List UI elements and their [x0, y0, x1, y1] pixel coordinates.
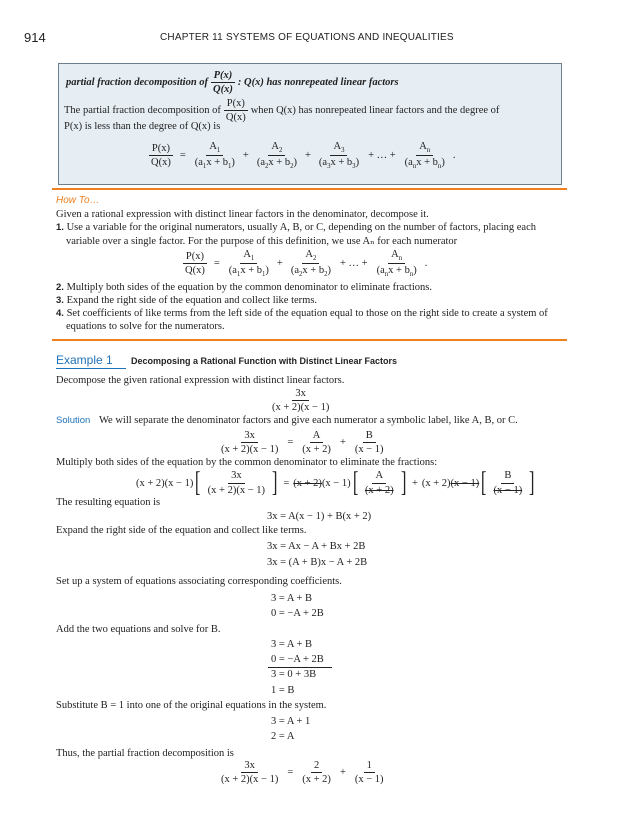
definition-title-suffix: : Q(x) has nonrepeated linear factors: [237, 77, 399, 89]
howto-label: How To…: [56, 195, 100, 206]
substitute-equation-2: 2 = A: [271, 731, 295, 742]
fraction-numerator: P(x): [211, 70, 236, 83]
separation-equation: $\frac{3x}{(x + 2)(x - 1)}$ = $\frac{A}{(x + 2)}$ + $\frac{B}{(x - 1)}$: [221, 430, 384, 456]
formula-term-1: $\frac{A_1}{(a_1x + b_1)}$: [194, 141, 235, 171]
definition-title-fraction: [210, 70, 236, 95]
definition-title: [66, 70, 399, 95]
definition-formula: [146, 141, 455, 171]
substitute-equation-1: 3 = A + 1: [271, 716, 311, 727]
ellipsis-term: + … +: [368, 150, 396, 162]
add-equation-2: 0 = −A + 2B: [271, 654, 324, 665]
sum-line: [268, 667, 332, 668]
example-fraction: $\frac{3x}{(x + 2)(x - 1)}$: [272, 388, 330, 414]
system-text: Set up a system of equations associating corresponding coefficients.: [56, 576, 342, 587]
howto-step-cont: variable over a single factor. For the purpose of this definition, we use Aₙ for each numerator: [66, 236, 458, 247]
example-underline: [56, 368, 126, 369]
chapter-header: [160, 32, 454, 43]
definition-text-line2: P(x) is less than the degree of Q(x) is: [64, 121, 221, 132]
definition-text-after: when Q(x) has nonrepeated linear factors and the degree of: [250, 105, 500, 117]
final-decomposition: $\frac{3x}{(x + 2)(x - 1)}$ = $\frac{2}{(x + 2)}$ + $\frac{1}{(x - 1)}$: [221, 760, 384, 786]
chapter-title: SYSTEMS OF EQUATIONS AND INEQUALITIES: [225, 32, 454, 43]
solution-line: [56, 415, 518, 426]
fraction-denominator: Q(x): [225, 112, 246, 124]
howto-step: 1. Use a variable for the original numerators, usually A, B, or C, depending on the number of factors, placing each: [56, 222, 537, 233]
formula-term-3: $\frac{A_3}{(a_3x + b_3)}$: [318, 141, 360, 171]
expand-equation-2: 3x = (A + B)x − A + 2B: [267, 557, 368, 568]
chapter-number: CHAPTER 11: [160, 32, 223, 43]
formula-lhs: [148, 143, 174, 168]
add-text: Add the two equations and solve for B.: [56, 624, 221, 635]
howto-step: 4. Set coefficients of like terms from the left side of the equation equal to those on the right side to create a system of: [56, 308, 548, 319]
howto-step: 2. Multiply both sides of the equation by the common denominator to eliminate fractions.: [56, 282, 432, 293]
howto-step: 3. Expand the right side of the equation and collect like terms.: [56, 295, 318, 306]
resulting-equation: 3x = A(x − 1) + B(x + 2): [267, 511, 372, 522]
formula-term-n: $\frac{A_n}{(a_nx + b_n)}$: [404, 141, 445, 171]
formula-period: .: [452, 150, 456, 162]
definition-inline-fraction: [223, 98, 249, 123]
fraction-numerator: P(x): [149, 143, 173, 156]
definition-text-before: The partial fraction decomposition of: [64, 105, 221, 117]
equals-sign: =: [179, 150, 186, 162]
plus-sign: +: [242, 150, 249, 162]
howto-intro: Given a rational expression with distinct linear factors in the denominator, decompose it.: [56, 209, 429, 220]
expand-equation-1: 3x = Ax − A + Bx + 2B: [267, 541, 366, 552]
howto-formula: $\frac{P(x)}{Q(x)}$ = $\frac{A_1}{(a_1x + b_1)}$ + $\frac{A_2}{(a_2x + b_2)}$ + … + $\frac{A_n}{(a_nx + b_n)}$ .: [180, 249, 427, 279]
resulting-text: The resulting equation is: [56, 497, 161, 508]
definition-title-prefix: partial fraction decomposition of: [66, 77, 209, 89]
expand-text: Expand the right side of the equation and collect like terms.: [56, 525, 307, 536]
plus-sign: +: [304, 150, 311, 162]
multiply-equation: (x + 2)(x − 1) [ $\frac{3x}{(x + 2)(x - 1)}$ ] = (x + 2)(x − 1) [ $\frac{A}{(x + 2)}$ ] + (x + 2)(x − 1) [ $\frac{B}{(x - 1)}$ ]: [136, 467, 535, 498]
substitute-text: Substitute B = 1 into one of the original equations in the system.: [56, 700, 327, 711]
page-number: 914: [24, 30, 46, 45]
multiply-text: Multiply both sides of the equation by the common denominator to eliminate the fractions:: [56, 457, 438, 468]
fraction-denominator: Q(x): [213, 84, 233, 96]
solution-text: We will separate the denominator factors and give each numerator a symbolic label, like A, B, or C.: [98, 415, 518, 426]
system-equation-1: 3 = A + B: [271, 593, 313, 604]
example-label: Example 1: [56, 353, 113, 367]
fraction-numerator: P(x): [224, 98, 248, 111]
add-equation-3: 3 = 0 + 3B: [271, 669, 317, 680]
howto-top-rule: [52, 188, 567, 190]
system-equation-2: 0 = −A + 2B: [271, 608, 324, 619]
formula-term-2: $\frac{A_2}{(a_2x + b_2)}$: [256, 141, 297, 171]
example-title: Decomposing a Rational Function with Distinct Linear Factors: [131, 356, 398, 366]
add-equation-1: 3 = A + B: [271, 639, 313, 650]
fraction-denominator: Q(x): [151, 157, 171, 169]
thus-text: Thus, the partial fraction decomposition is: [56, 748, 234, 759]
howto-bottom-rule: [52, 339, 567, 341]
definition-text-line1: [64, 98, 499, 123]
example-prompt: Decompose the given rational expression with distinct linear factors.: [56, 375, 345, 386]
solution-label: Solution: [56, 415, 91, 426]
howto-step-cont: equations to solve for the numerators.: [66, 321, 225, 332]
add-equation-4: 1 = B: [271, 685, 295, 696]
